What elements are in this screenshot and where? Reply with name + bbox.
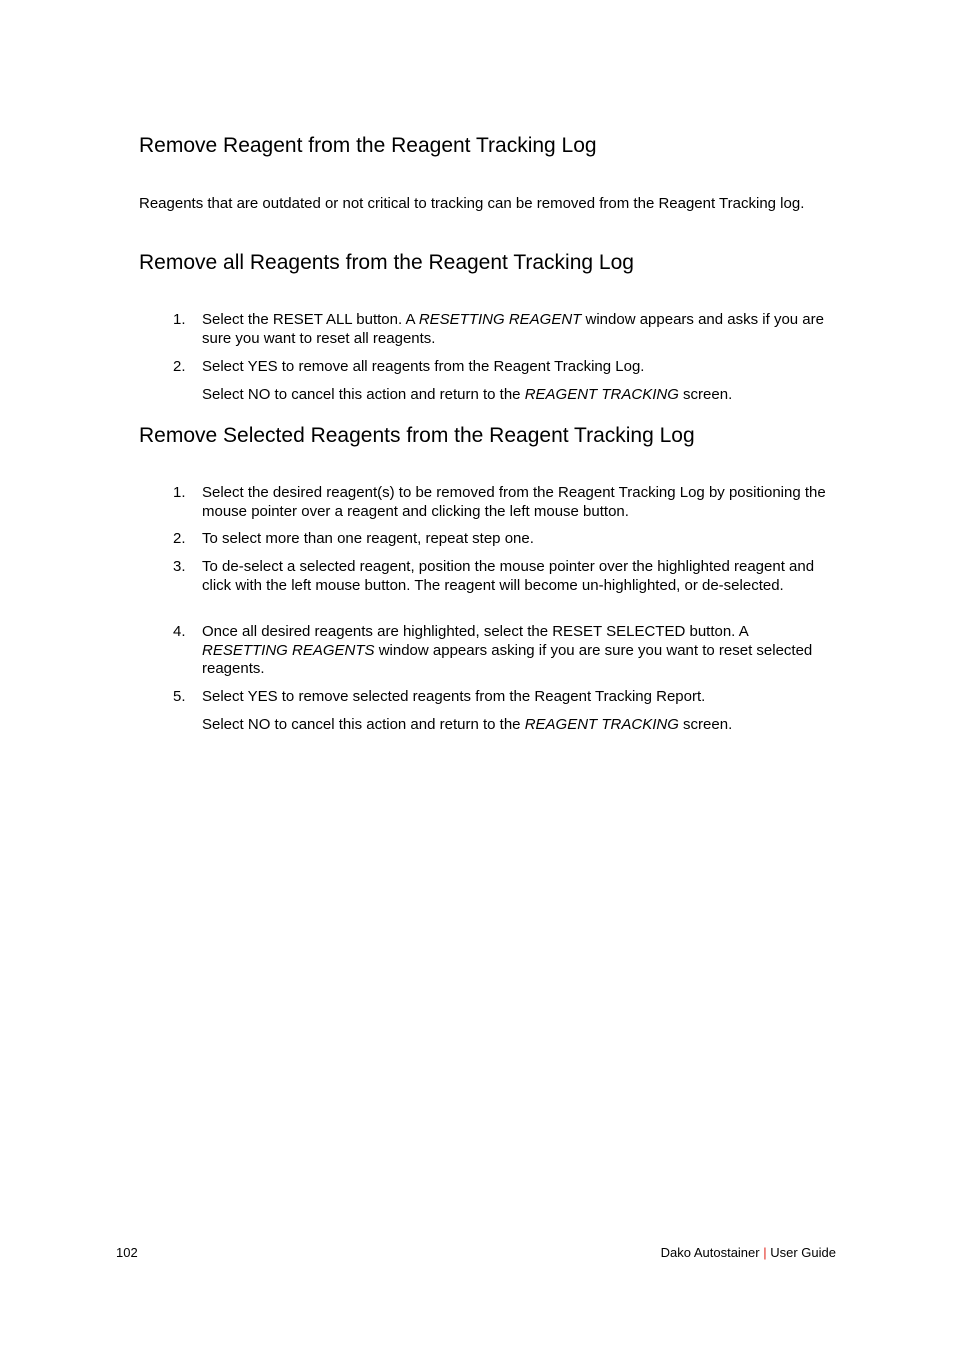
- list-text: To select more than one reagent, repeat step one.: [202, 530, 534, 547]
- list-number: 5.: [173, 688, 186, 705]
- list-note: Select NO to cancel this action and return to the REAGENT TRACKING screen.: [202, 716, 733, 733]
- list-text: Select the desired reagent(s) to be removed from the Reagent Tracking Log by positioning the mouse pointer over a reagent and clicking the left mouse button.: [202, 484, 826, 520]
- footer-title: Dako Autostainer | User Guide: [660, 1245, 836, 1260]
- list-number: 3.: [173, 558, 186, 575]
- intro-paragraph: Reagents that are outdated or not critical to tracking can be removed from the Reagent Tracking log.: [139, 195, 805, 212]
- list-number: 4.: [173, 623, 186, 640]
- section-heading-remove-selected: Remove Selected Reagents from the Reagent Tracking Log: [139, 424, 695, 447]
- list-text: Select YES to remove all reagents from the Reagent Tracking Log.: [202, 358, 645, 375]
- page-heading: Remove Reagent from the Reagent Tracking Log: [139, 134, 597, 157]
- page-number: 102: [116, 1245, 138, 1260]
- list-number: 2.: [173, 358, 186, 375]
- list-text: Once all desired reagents are highlighted, select the RESET SELECTED button. A RESETTING REAGENTS window appears asking if you are sure you want to reset selected reagents.: [202, 623, 813, 677]
- list-text: Select YES to remove selected reagents from the Reagent Tracking Report.: [202, 688, 706, 705]
- list-number: 1.: [173, 484, 186, 501]
- list-number: 2.: [173, 530, 186, 547]
- list-note: Select NO to cancel this action and return to the REAGENT TRACKING screen.: [202, 386, 733, 403]
- section-heading-remove-all: Remove all Reagents from the Reagent Tracking Log: [139, 251, 634, 274]
- list-text: Select the RESET ALL button. A RESETTING REAGENT window appears and asks if you are sure you want to reset all reagents.: [202, 311, 824, 347]
- footer-separator: |: [763, 1245, 767, 1260]
- list-number: 1.: [173, 311, 186, 328]
- list-text: To de-select a selected reagent, position the mouse pointer over the highlighted reagent and click with the left mouse button. The reagent will become un-highlighted, or de-selected.: [202, 558, 815, 594]
